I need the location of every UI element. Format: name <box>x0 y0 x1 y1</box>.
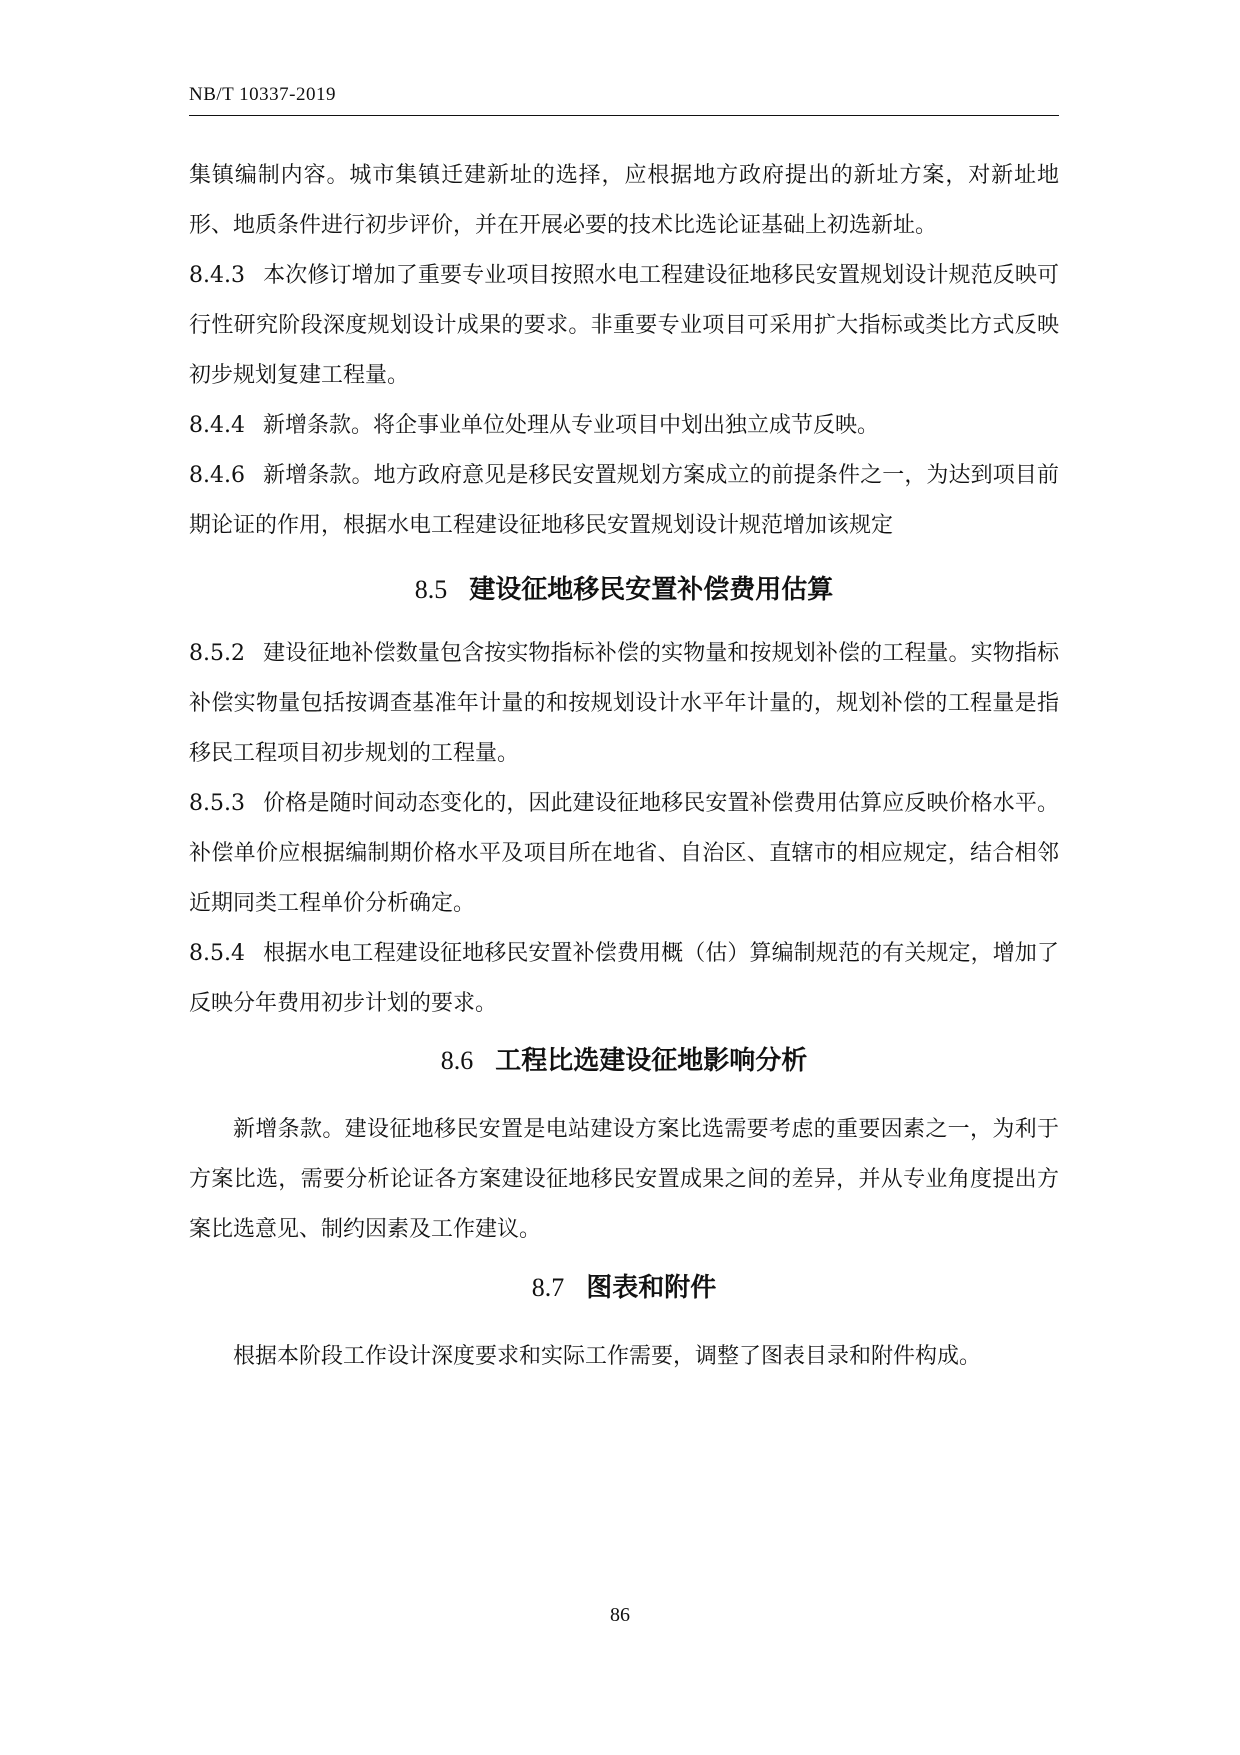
page-number: 86 <box>610 1604 630 1626</box>
section-number: 8.7 <box>531 1273 565 1302</box>
clause-text: 价格是随时间动态变化的，因此建设征地移民安置补偿费用估算应反映价格水平。补偿单价应根据编制期价格水平及项目所在地省、自治区、直辖市的相应规定，结合相邻近期同类工程单价分析确定。 <box>189 791 1059 916</box>
header-divider <box>189 115 1059 116</box>
standard-code-header: NB/T 10337-2019 <box>189 84 337 105</box>
clause-text: 新增条款。将企事业单位处理从专业项目中划出独立成节反映。 <box>262 413 879 438</box>
clause-text: 根据水电工程建设征地移民安置补偿费用概（估）算编制规范的有关规定，增加了反映分年费用初步计划的要求。 <box>189 941 1059 1016</box>
section-heading: 工程比选建设征地影响分析 <box>495 1046 808 1076</box>
page-body <box>189 151 1059 1382</box>
section-title-8-6 <box>189 1043 1059 1079</box>
clause-text: 本次修订增加了重要专业项目按照水电工程建设征地移民安置规划设计规范反映可行性研究阶段深度规划设计成果的要求。非重要专业项目可采用扩大指标或类比方式反映初步规划复建工程量。 <box>189 263 1059 388</box>
clause-number: 8.4.6 <box>189 463 245 488</box>
clause-8-4-4 <box>189 401 1059 451</box>
clause-number: 8.5.4 <box>189 941 245 966</box>
clause-text: 新增条款。地方政府意见是移民安置规划方案成立的前提条件之一，为达到项目前期论证的作用，根据水电工程建设征地移民安置规划设计规范增加该规定 <box>189 463 1059 538</box>
section-heading: 建设征地移民安置补偿费用估算 <box>469 575 834 605</box>
clause-number: 8.4.4 <box>189 413 245 438</box>
paragraph-8-6: 新增条款。建设征地移民安置是电站建设方案比选需要考虑的重要因素之一，为利于方案比选，需要分析论证各方案建设征地移民安置成果之间的差异，并从专业角度提出方案比选意见、制约因素及工作建议。 <box>189 1117 1059 1242</box>
clause-8-5-3 <box>189 779 1059 929</box>
clause-number: 8.5.3 <box>189 791 245 816</box>
section-title-8-7 <box>189 1270 1059 1306</box>
clause-8-5-4 <box>189 929 1059 1029</box>
section-heading: 图表和附件 <box>586 1273 717 1303</box>
clause-number: 8.5.2 <box>189 641 245 666</box>
section-title-8-5 <box>189 572 1059 608</box>
clause-text: 建设征地补偿数量包含按实物指标补偿的实物量和按规划补偿的工程量。实物指标补偿实物量包括按调查基准年计量的和按规划设计水平年计量的，规划补偿的工程量是指移民工程项目初步规划的工程量。 <box>189 641 1059 766</box>
section-number: 8.6 <box>440 1046 474 1075</box>
clause-8-4-3 <box>189 251 1059 401</box>
paragraph-8-7: 根据本阶段工作设计深度要求和实际工作需要，调整了图表目录和附件构成。 <box>233 1344 982 1369</box>
clause-8-4-6 <box>189 451 1059 551</box>
section-number: 8.5 <box>414 575 448 604</box>
clause-8-5-2 <box>189 629 1059 779</box>
paragraph-continuation: 集镇编制内容。城市集镇迁建新址的选择，应根据地方政府提出的新址方案，对新址地形、地质条件进行初步评价，并在开展必要的技术比选论证基础上初选新址。 <box>189 163 1059 238</box>
clause-number: 8.4.3 <box>189 263 245 288</box>
